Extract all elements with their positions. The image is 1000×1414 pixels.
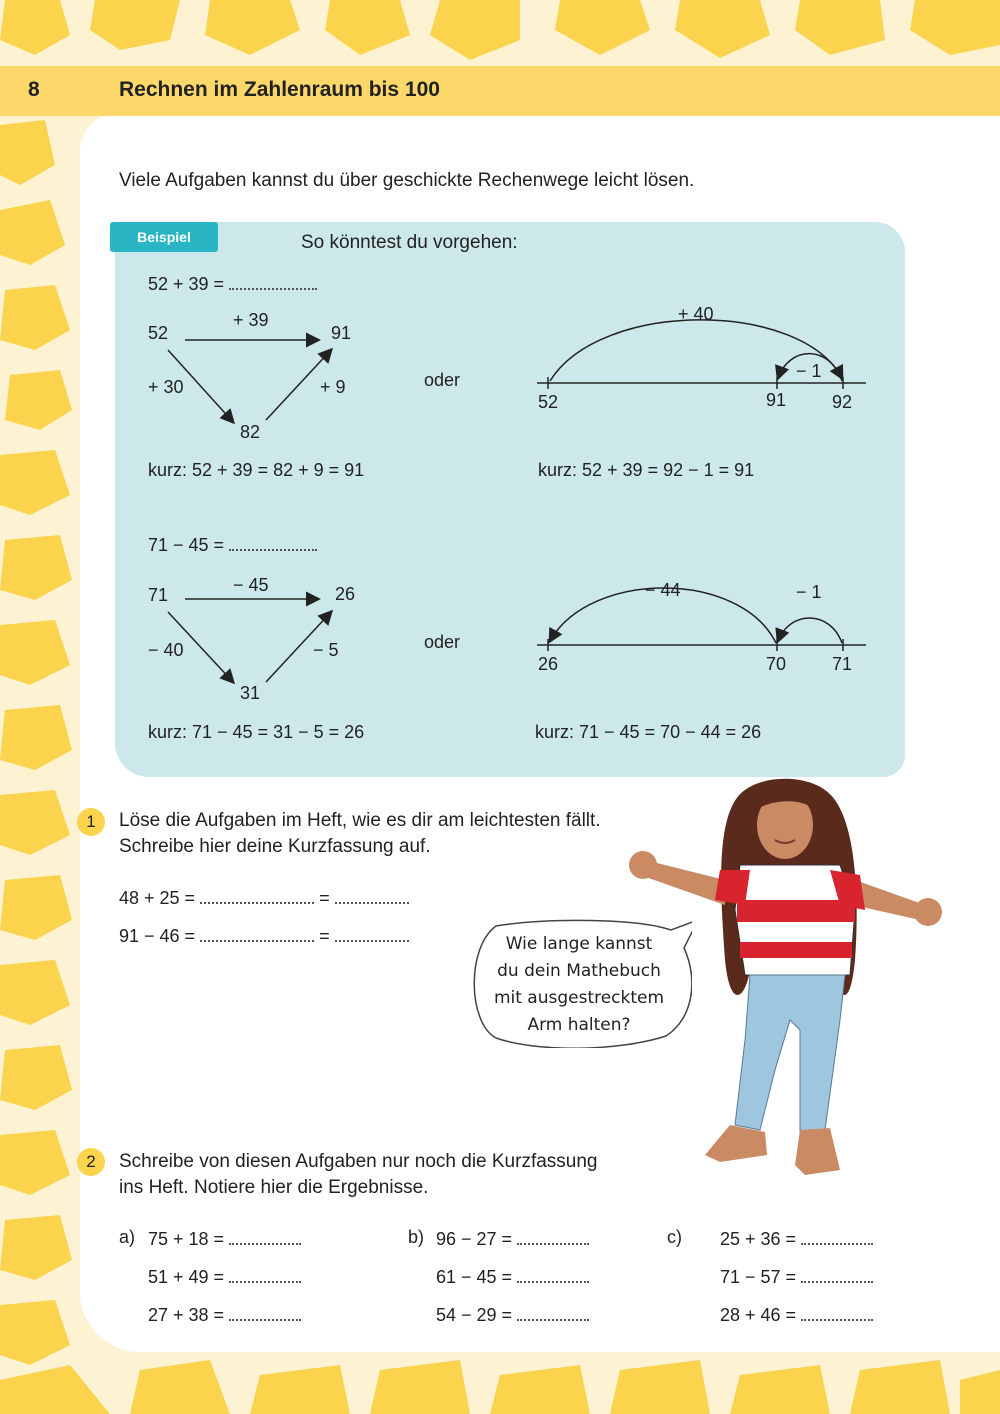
ex2-tri-start: 71 bbox=[148, 585, 169, 605]
example-tag: Beispiel bbox=[110, 222, 218, 252]
task2-b-item-3: 54 − 29 = bbox=[436, 1303, 589, 1326]
ex2-short-left: kurz: 71 − 45 = 31 − 5 = 26 bbox=[148, 722, 365, 742]
task2-c-item-1: 25 + 36 = bbox=[720, 1227, 873, 1250]
page-number: 8 bbox=[28, 78, 40, 101]
ex1-nl-b: 91 bbox=[766, 390, 787, 410]
task2-instruction-line1: Schreibe von diesen Aufgaben nur noch die Kurzfassung bbox=[119, 1151, 598, 1172]
ex1-right-label: + 9 bbox=[320, 377, 346, 397]
task2-b-item-2: 61 − 45 = bbox=[436, 1265, 589, 1288]
ex1-tri-end: 91 bbox=[331, 323, 352, 343]
speech-line-4: Arm halten? bbox=[527, 1015, 631, 1035]
ex1-nl-small: − 1 bbox=[796, 361, 822, 381]
task2-c-item-3: 28 + 46 = bbox=[720, 1303, 873, 1326]
task2-b-item-1: 96 − 27 = bbox=[436, 1227, 589, 1250]
page-title: Rechnen im Zahlenraum bis 100 bbox=[119, 78, 440, 101]
speech-line-3: mit ausgestrecktem bbox=[493, 988, 665, 1008]
task1-item-2: 91 − 46 = = bbox=[119, 924, 409, 947]
ex1-left-label: + 30 bbox=[148, 377, 184, 397]
ex2-left-label: − 40 bbox=[148, 640, 184, 660]
speech-line-2: du dein Mathebuch bbox=[497, 961, 661, 981]
ex1-tri-mid: 82 bbox=[240, 422, 261, 442]
task2-col-a-label: a) bbox=[119, 1227, 136, 1247]
ex2-top-label: − 45 bbox=[233, 575, 269, 595]
speech-line-1: Wie lange kannst bbox=[505, 934, 653, 954]
task2-a-item-1: 75 + 18 = bbox=[148, 1227, 301, 1250]
task2-instruction-line2: ins Heft. Notiere hier die Ergebnisse. bbox=[119, 1177, 429, 1198]
ex1-nl-c: 92 bbox=[832, 392, 853, 412]
ex1-top-label: + 39 bbox=[233, 310, 269, 330]
example-subtitle: So könntest du vorgehen: bbox=[301, 232, 518, 253]
ex2-right-label: − 5 bbox=[313, 640, 339, 660]
task1-instruction-line1: Löse die Aufgaben im Heft, wie es dir am leichtesten fällt. bbox=[119, 810, 601, 831]
ex1-tri-start: 52 bbox=[148, 323, 169, 343]
task1-item-1: 48 + 25 = = bbox=[119, 886, 409, 909]
task1-instruction-line2: Schreibe hier deine Kurzfassung auf. bbox=[119, 836, 431, 857]
example1-task: 52 + 39 = bbox=[148, 272, 317, 295]
task2-col-c-label: c) bbox=[667, 1227, 682, 1247]
task2-c-item-2: 71 − 57 = bbox=[720, 1265, 873, 1288]
ex2-nl-big: − 44 bbox=[645, 580, 681, 600]
ex2-tri-end: 26 bbox=[335, 584, 356, 604]
girl-illustration bbox=[625, 770, 955, 1195]
ex2-nl-c: 71 bbox=[832, 654, 853, 674]
task1-number-badge: 1 bbox=[77, 808, 105, 836]
task2-a-item-2: 51 + 49 = bbox=[148, 1265, 301, 1288]
ex2-tri-mid: 31 bbox=[240, 683, 261, 703]
ex1-nl-a: 52 bbox=[538, 392, 559, 412]
task2-col-b-label: b) bbox=[408, 1227, 425, 1247]
ex1-nl-big: + 40 bbox=[678, 304, 714, 324]
task2-a-item-3: 27 + 38 = bbox=[148, 1303, 301, 1326]
ex1-oder: oder bbox=[424, 370, 461, 390]
example2-task: 71 − 45 = bbox=[148, 533, 317, 556]
ex2-nl-small: − 1 bbox=[796, 582, 822, 602]
ex2-oder: oder bbox=[424, 632, 461, 652]
ex1-short-right: kurz: 52 + 39 = 92 − 1 = 91 bbox=[538, 460, 755, 480]
ex2-nl-a: 26 bbox=[538, 654, 559, 674]
ex1-short-left: kurz: 52 + 39 = 82 + 9 = 91 bbox=[148, 460, 365, 480]
ex2-short-right: kurz: 71 − 45 = 70 − 44 = 26 bbox=[535, 722, 762, 742]
intro-text: Viele Aufgaben kannst du über geschickte Rechenwege leicht lösen. bbox=[119, 170, 695, 191]
ex2-nl-b: 70 bbox=[766, 654, 787, 674]
task2-number-badge: 2 bbox=[77, 1148, 105, 1176]
